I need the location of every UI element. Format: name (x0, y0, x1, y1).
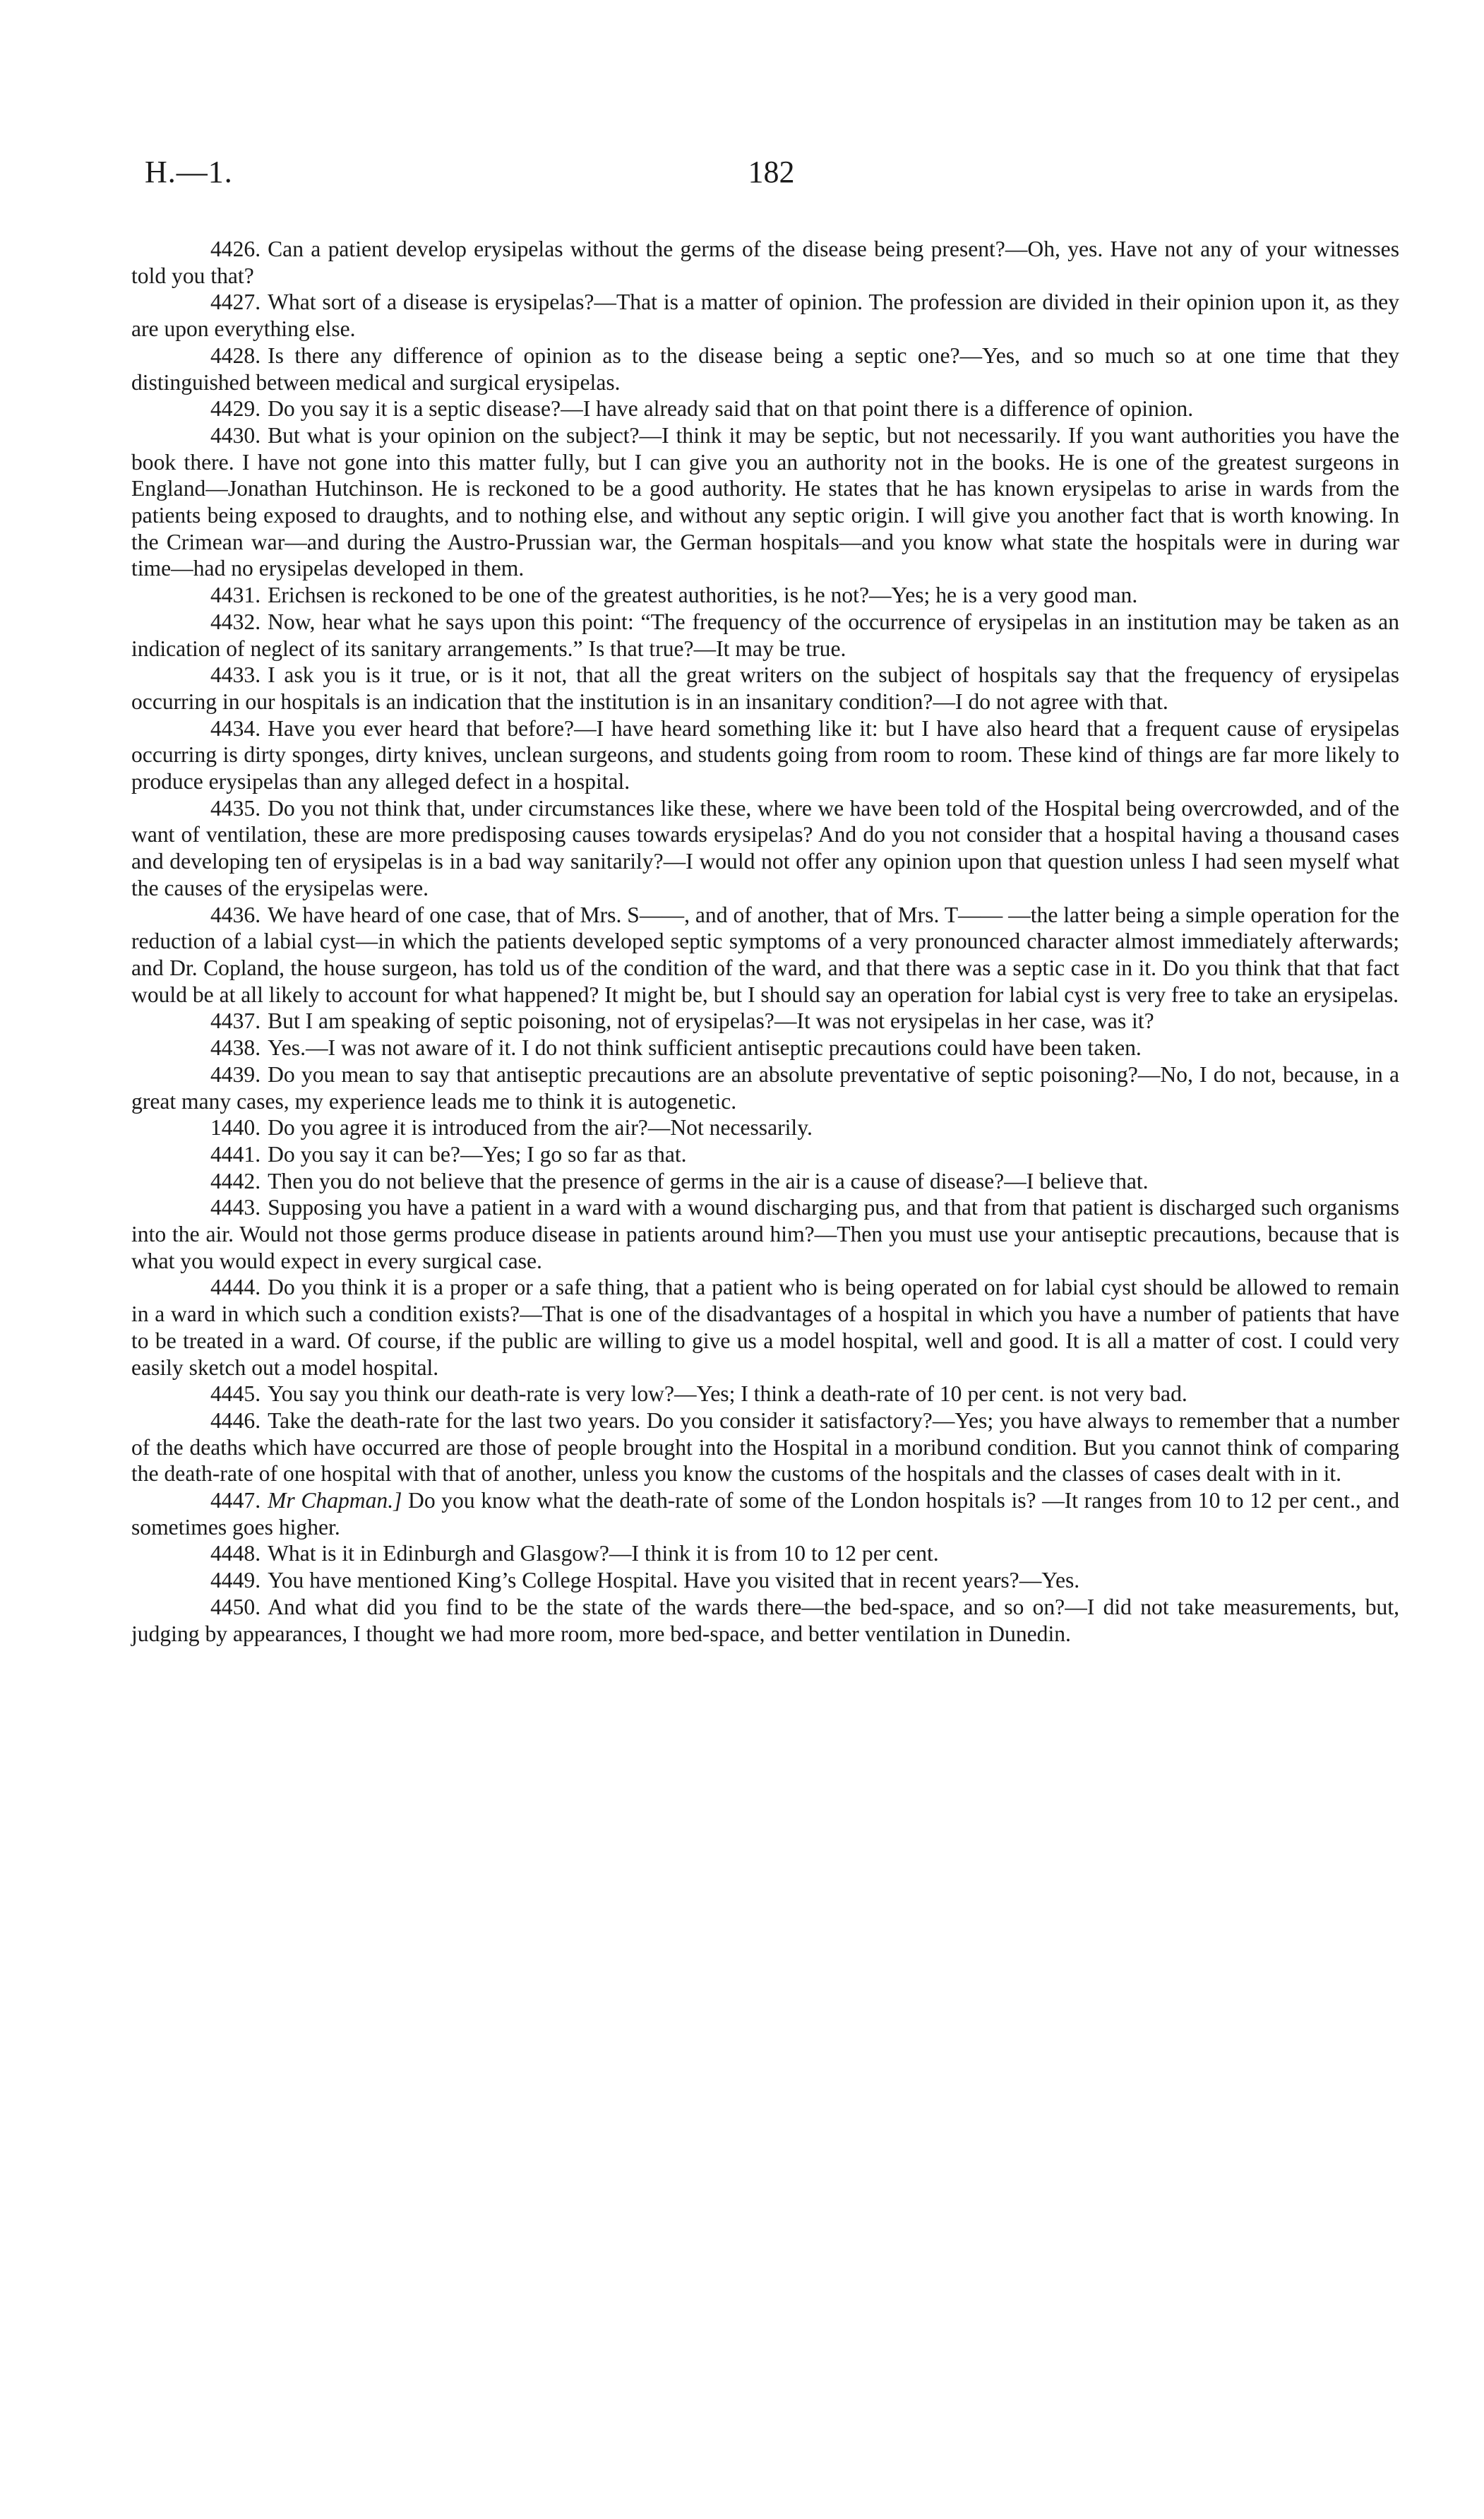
body-text (131, 236, 1399, 1647)
question-number: 4441. (210, 1141, 261, 1167)
testimony-paragraph (131, 1168, 1399, 1195)
question-number: 4437. (210, 1008, 261, 1034)
question-number: 4426. (210, 237, 261, 261)
testimony-paragraph (131, 795, 1399, 902)
paragraph-text: Do you agree it is introduced from the air?—Not necessarily. (268, 1115, 813, 1141)
paragraph-text: Now, hear what he says upon this point: “The frequency of the occurrence of erysipelas in an institution may be taken as an indication of neglect of its sanitary arrangements.” Is that true?—It may be true. (131, 609, 1399, 661)
question-number: 4430. (210, 422, 261, 448)
question-number: 4434. (210, 715, 261, 741)
testimony-paragraph (131, 1194, 1399, 1274)
question-number: 4450. (210, 1594, 261, 1619)
paragraph-text: Yes.—I was not aware of it. I do not think sufficient antiseptic precautions could have been taken. (268, 1035, 1142, 1061)
paragraph-text: And what did you find to be the state of the wards there—the bed-space, and so on?—I did not take measurements, but, judging by appearances, I thought we had more room, more bed-space, and better ventilation in Dunedin. (131, 1594, 1399, 1646)
testimony-paragraph (131, 1141, 1399, 1168)
paragraph-text: Can a patient develop erysipelas without the germs of the disease being present?—Oh, yes. Have not any of your witnesses told you that? (131, 237, 1399, 288)
question-number: 4435. (210, 795, 261, 821)
paragraph-text: But I am speaking of septic poisoning, not of erysipelas?—It was not erysipelas in her case, was it? (268, 1008, 1154, 1034)
testimony-paragraph (131, 715, 1399, 795)
testimony-paragraph (131, 1540, 1399, 1567)
testimony-paragraph (131, 1274, 1399, 1381)
question-number: 4432. (210, 609, 261, 634)
testimony-paragraph (131, 1567, 1399, 1594)
page-number: 182 (748, 155, 795, 189)
question-number: 4431. (210, 583, 261, 608)
question-number: 4429. (210, 396, 261, 422)
question-number: 1440. (210, 1115, 261, 1141)
testimony-paragraph (131, 1381, 1399, 1407)
question-number: 4428. (210, 343, 261, 368)
paragraph-text: Do you say it is a septic disease?—I have already said that on that point there is a difference of opinion. (268, 396, 1194, 422)
question-number: 4442. (210, 1168, 261, 1193)
testimony-paragraph (131, 662, 1399, 715)
paragraph-text: But what is your opinion on the subject?—I think it may be septic, but not necessarily. If you want authorities you have the book there. I have not gone into this matter fully, but I can give you an authority not in the books. He is one of the greatest surgeons in England—Jonathan Hutchinson. He is reckoned to be a good authority. He states that he has known erysipelas to arise in wards from the patients being exposed to draughts, and to nothing else, and without any septic origin. I will give you another fact that is worth knowing. In the Crimean war—and during the Austro-Prussian war, the German hospitals—and you know what state the hospitals were in during war time—had no erysipelas developed in them. (131, 422, 1399, 581)
testimony-paragraph (131, 422, 1399, 582)
testimony-paragraph (131, 1061, 1399, 1114)
paragraph-text: You have mentioned King’s College Hospital. Have you visited that in recent years?—Yes. (268, 1568, 1080, 1593)
paragraph-text: Then you do not believe that the presence of germs in the air is a cause of disease?—I believe that. (268, 1168, 1149, 1193)
testimony-paragraph (131, 902, 1399, 1008)
paragraph-text: Do you know what the death-rate of some of the London hospitals is? —It ranges from 10 to 12 per cent., and sometimes goes higher. (131, 1488, 1400, 1540)
testimony-paragraph (131, 1407, 1399, 1487)
testimony-paragraph (131, 1008, 1399, 1035)
testimony-paragraph (131, 1594, 1399, 1647)
paragraph-text: Do you say it can be?—Yes; I go so far as that. (268, 1141, 687, 1167)
speaker-name: Mr Chapman.] (268, 1488, 402, 1513)
testimony-paragraph (131, 1035, 1399, 1061)
question-number: 4444. (210, 1275, 261, 1300)
question-number: 4448. (210, 1541, 261, 1566)
question-number: 4443. (210, 1195, 261, 1220)
paragraph-text: Do you think it is a proper or a safe thing, that a patient who is being operated on for labial cyst should be allowed to remain in a ward in which such a condition exists?—That is one of the disadvantages of a hospital in which you have a number of patients that have to be treated in a ward. Of course, if the public are willing to give us a model hospital, well and good. It is all a matter of cost. I could very easily sketch out a model hospital. (131, 1275, 1399, 1380)
question-number: 4433. (210, 662, 261, 688)
testimony-paragraph (131, 236, 1399, 289)
document-reference: H.—1. (145, 155, 233, 189)
testimony-paragraph (131, 609, 1399, 662)
testimony-paragraph (131, 582, 1399, 609)
paragraph-text: Have you ever heard that before?—I have heard something like it: but I have also heard that a frequent cause of erysipelas occurring is dirty sponges, dirty knives, unclean surgeons, and students going from room to room. These kind of things are far more likely to produce erysipelas than any alleged defect in a hospital. (131, 715, 1399, 794)
paragraph-text: Supposing you have a patient in a ward with a wound discharging pus, and that from that patient is discharged such organisms into the air. Would not those germs produce disease in patients around him?—Then you must use your antiseptic precautions, because that is what you would expect in every surgical case. (131, 1195, 1399, 1273)
paragraph-text: What is it in Edinburgh and Glasgow?—I think it is from 10 to 12 per cent. (268, 1541, 939, 1566)
paragraph-text: Is there any difference of opinion as to the disease being a septic one?—Yes, and so much so at one time that they distinguished between medical and surgical erysipelas. (131, 343, 1399, 395)
question-number: 4439. (210, 1061, 261, 1087)
question-number: 4447. (210, 1488, 261, 1513)
paragraph-text: Take the death-rate for the last two years. Do you consider it satisfactory?—Yes; you have always to remember that a number of the deaths which have occurred are those of people brought into the Hospital in a moribund condition. But you cannot think of comparing the death-rate of one hospital with that of another, unless you know the customs of the hospitals and the classes of cases dealt with in it. (131, 1407, 1399, 1487)
question-number: 4445. (210, 1381, 261, 1407)
testimony-paragraph (131, 1114, 1399, 1141)
paragraph-text: I ask you is it true, or is it not, that all the great writers on the subject of hospitals say that the frequency of erysipelas occurring in our hospitals is an indication that the institution is in an insanitary condition?—I do not agree with that. (131, 662, 1399, 714)
question-number: 4438. (210, 1035, 261, 1061)
testimony-paragraph (131, 343, 1399, 395)
paragraph-text: We have heard of one case, that of Mrs. S——, and of another, that of Mrs. T—— —the latter being a simple operation for the reduction of a labial cyst—in which the patients developed septic symptoms of a very pronounced character almost immediately afterwards; and Dr. Copland, the house surgeon, has told us of the condition of the ward, and that there was a septic case in it. Do you think that that fact would be at all likely to account for what happened? It might be, but I should say an operation for labial cyst is very free to take an erysipelas. (131, 902, 1399, 1007)
question-number: 4427. (210, 290, 261, 315)
question-number: 4449. (210, 1568, 261, 1593)
question-number: 4436. (210, 902, 261, 927)
paragraph-text: Do you mean to say that antiseptic precautions are an absolute preventative of septic poisoning?—No, I do not, because, in a great many cases, my experience leads me to think it is autogenetic. (131, 1061, 1399, 1114)
paragraph-text: Do you not think that, under circumstances like these, where we have been told of the Hospital being overcrowded, and of the want of ventilation, these are more predisposing causes towards erysipelas? And do you not consider that a hospital having a thousand cases and developing ten of erysipelas is in a bad way sanitarily?—I would not offer any opinion upon that question unless I had seen myself what the causes of the erysipelas were. (131, 795, 1399, 900)
paragraph-text: What sort of a disease is erysipelas?—That is a matter of opinion. The profession are divided in their opinion upon it, as they are upon everything else. (131, 290, 1399, 342)
testimony-paragraph (131, 395, 1399, 422)
paragraph-text: You say you think our death-rate is very low?—Yes; I think a death-rate of 10 per cent. is not very bad. (268, 1381, 1187, 1407)
page-header (145, 154, 1398, 196)
testimony-paragraph (131, 1487, 1399, 1540)
testimony-paragraph (131, 289, 1399, 342)
question-number: 4446. (210, 1407, 261, 1433)
paragraph-text: Erichsen is reckoned to be one of the greatest authorities, is he not?—Yes; he is a very good man. (268, 583, 1138, 608)
